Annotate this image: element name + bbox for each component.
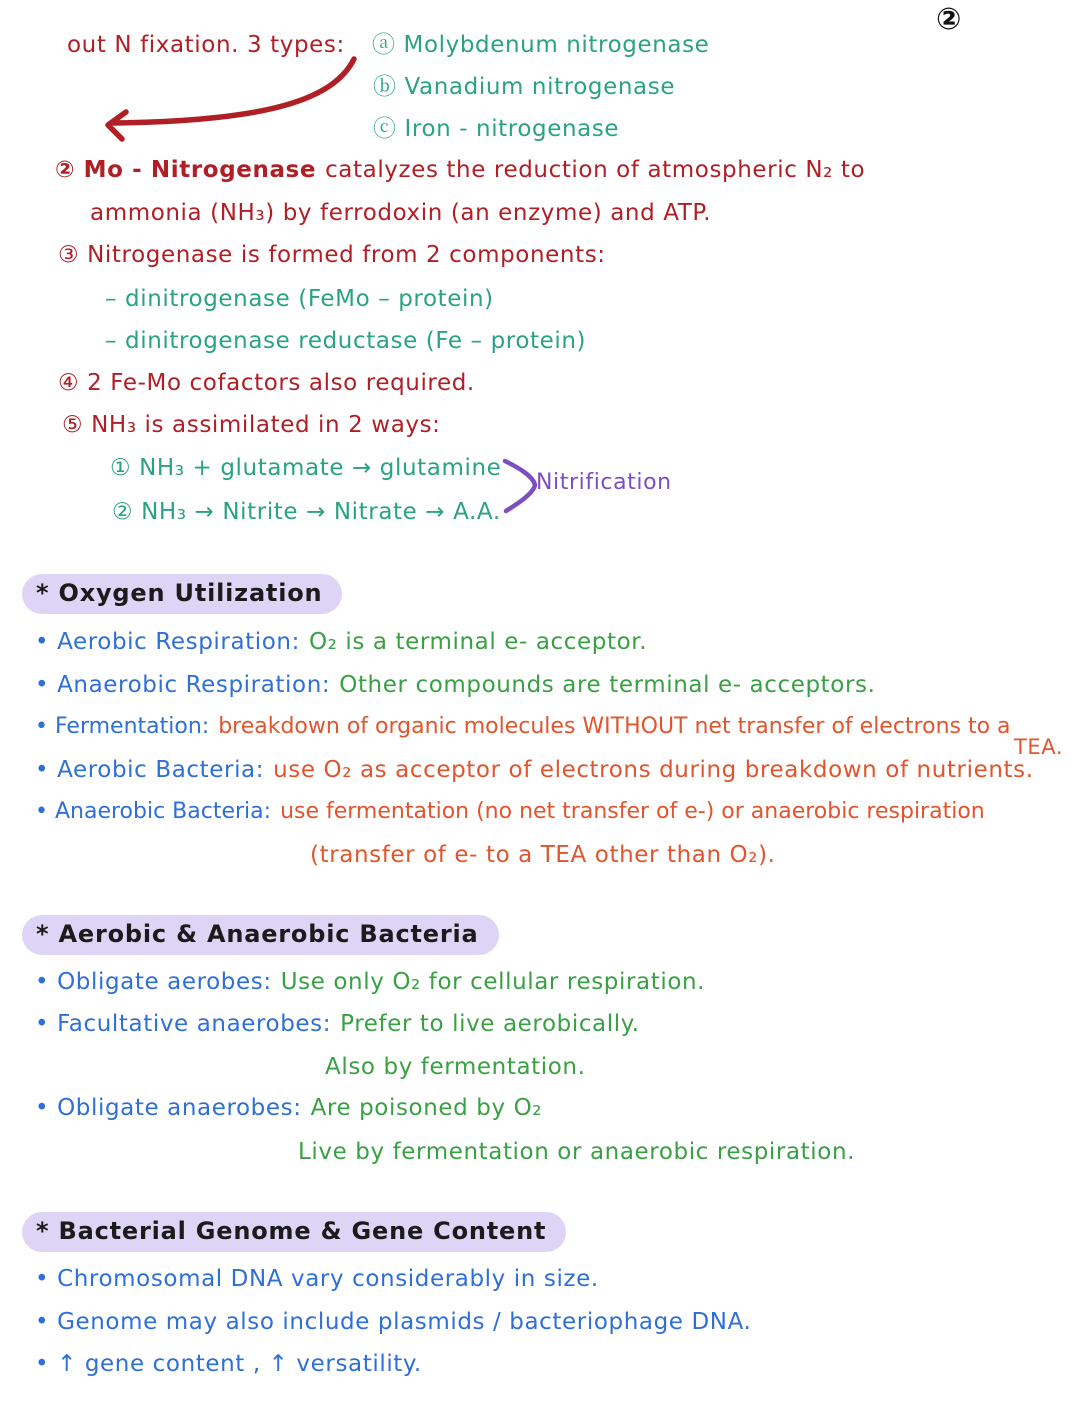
bullet-gene-content: • ↑ gene content , ↑ versatility. (35, 1351, 422, 1377)
note-item-5: ⑤ NH₃ is assimilated in 2 ways: (62, 412, 441, 438)
bullet-text: breakdown of organic molecules WITHOUT net transfer of electrons to a (218, 714, 1011, 739)
bullet-text: use O₂ as acceptor of electrons during breakdown of nutrients. (273, 757, 1034, 783)
nitrogen-intro: out N fixation. 3 types: (67, 32, 345, 58)
bullet-aerobic-respiration (35, 627, 647, 657)
note-item-2 (55, 155, 865, 185)
bullet-facultative-anaerobes (35, 1009, 640, 1039)
note-item-3-sub1: – dinitrogenase (FeMo – protein) (105, 286, 494, 312)
bullet-term: • Facultative anaerobes: (35, 1011, 332, 1037)
bullet-term: • Obligate aerobes: (35, 969, 272, 995)
note-item-4: ④ 2 Fe-Mo cofactors also required. (58, 370, 475, 396)
bullet-aerobic-bacteria (35, 755, 1034, 785)
note-item-2-line2: ammonia (NH₃) by ferrodoxin (an enzyme) and ATP. (90, 200, 712, 226)
bullet-obligate-anaerobes-cont: Live by fermentation or anaerobic respiration. (298, 1139, 856, 1165)
nitrogenase-type-b: ⓑ Vanadium nitrogenase (373, 74, 676, 100)
nitrogenase-type-c: ⓒ Iron - nitrogenase (373, 116, 620, 142)
note-item-3: ③ Nitrogenase is formed from 2 components: (58, 242, 606, 268)
bullet-term: • Anaerobic Respiration: (35, 672, 331, 698)
bullet-text: Use only O₂ for cellular respiration. (280, 969, 706, 995)
bullet-text: Are poisoned by O₂ (310, 1095, 543, 1121)
note-item-2-rest: catalyzes the reduction of atmospheric N₂ to (325, 157, 866, 183)
purple-brace-icon (503, 458, 539, 514)
bullet-obligate-anaerobes (35, 1093, 542, 1123)
bullet-anaerobic-respiration (35, 670, 876, 700)
note-item-2-lead: ② Mo - Nitrogenase (55, 157, 317, 183)
bullet-obligate-aerobes (35, 967, 705, 997)
bullet-text: Other compounds are terminal e- acceptors. (339, 672, 876, 698)
bullet-genome-plasmids: • Genome may also include plasmids / bacteriophage DNA. (35, 1309, 752, 1335)
bullet-term: • Aerobic Respiration: (35, 629, 300, 655)
bullet-term: • Obligate anaerobes: (35, 1095, 302, 1121)
bullet-term: • Anaerobic Bacteria: (35, 799, 272, 824)
red-curved-arrow-icon (92, 55, 364, 147)
bullet-anaerobic-bacteria-cont: (transfer of e- to a TEA other than O₂). (310, 842, 776, 868)
bullet-facultative-anaerobes-cont: Also by fermentation. (325, 1054, 586, 1080)
section-title-oxygen-utilization: * Oxygen Utilization (22, 574, 342, 614)
note-item-3-sub2: – dinitrogenase reductase (Fe – protein) (105, 328, 587, 354)
bullet-anaerobic-bacteria (35, 797, 985, 827)
bullet-fermentation-cont: TEA. (1014, 735, 1064, 759)
bullet-text: O₂ is a terminal e- acceptor. (308, 629, 648, 655)
section-title-aerobic-anaerobic-bacteria: * Aerobic & Anaerobic Bacteria (22, 915, 499, 955)
nitrogenase-type-a: ⓐ Molybdenum nitrogenase (372, 32, 710, 58)
assimilation-way-2: ② NH₃ → Nitrite → Nitrate → A.A. (112, 499, 501, 525)
section-title-bacterial-genome: * Bacterial Genome & Gene Content (22, 1212, 566, 1252)
page-number: ② (936, 2, 962, 37)
nitrification-annotation: Nitrification (536, 470, 672, 495)
bullet-text: use fermentation (no net transfer of e-) or anaerobic respiration (280, 799, 985, 824)
bullet-text: Prefer to live aerobically. (340, 1011, 640, 1037)
bullet-term: • Fermentation: (35, 714, 210, 739)
bullet-term: • Aerobic Bacteria: (35, 757, 265, 783)
bullet-fermentation (35, 712, 1011, 742)
assimilation-way-1: ① NH₃ + glutamate → glutamine (110, 455, 502, 481)
bullet-chromosomal-dna: • Chromosomal DNA vary considerably in size. (35, 1266, 599, 1292)
